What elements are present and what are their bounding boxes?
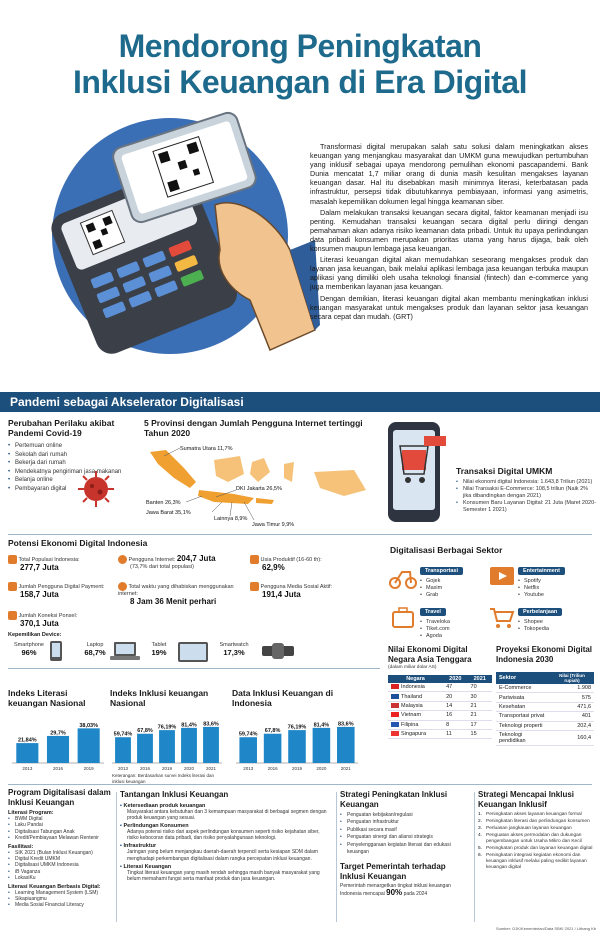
page-title — [0, 28, 600, 100]
tantangan-item: ▪ Literasi Keuangan Tingkat literasi keuangan yang masih rendah sehingga masih banyak masyarakat yang belum memahami fungsi serta manfaat produk dan jasa keuangan. — [120, 863, 320, 882]
divider — [8, 784, 592, 785]
person-icon — [250, 555, 259, 564]
divider — [336, 792, 337, 922]
list-item: • Shopee — [518, 619, 594, 626]
nilai-asean-section — [388, 645, 492, 739]
device-smartphone: Smartphone 96% — [14, 642, 44, 657]
table-row: Malaysia 14 21 — [388, 701, 492, 710]
map-region — [150, 450, 196, 488]
strategi-mencapai-list — [478, 812, 594, 871]
provinsi-section — [144, 418, 366, 438]
table-header: Sektor — [496, 672, 550, 684]
provinsi-title: 5 Provinsi dengan Jumlah Pengguna Internet tertinggi Tahun 2020 — [144, 418, 363, 438]
inklusi-note: Keterangan: Berdasarkan survei Indeks literasi dan inklusi keuangan — [112, 773, 215, 784]
table-row: Transportasi privat 401 — [496, 712, 594, 721]
virus-icon — [72, 468, 120, 510]
stat-koneksi: Jumlah Koneksi Ponsel: 370,1 Juta — [8, 611, 118, 629]
list-item: • Penguatan sinergi dan aliansi strategis — [340, 834, 470, 841]
intro-paragraph: Literasi keuangan digital akan memudahkan seseorang mengakses produk dan layanan jasa keuangan, baik melalui aplikasi lembaga jasa keuangan terbuka maupun aplikasi yang dimiliki oleh usaha teknologi finansial (fintech) dan e-commerce yang juga memberikan layanan jasa keuangan. — [310, 255, 588, 292]
chart-bar — [288, 730, 306, 763]
nilai-asean-table — [388, 675, 492, 739]
chart-bar — [78, 728, 100, 763]
strategi-mencapai-section — [478, 790, 594, 872]
title-line-1: Mendorong Peningkatan — [118, 28, 482, 64]
list-item: • Agoda — [420, 633, 484, 640]
device-smartwatch: Smartwatch 17,3% — [219, 642, 249, 657]
tantangan-item: ▪ Ketersediaan produk keuangan Masyarakat antara kebutuhan dan 3 kemampuan masyarakat di berbagai segmen dengan produk keuangan yang sesuai. — [120, 802, 327, 821]
list-item: Peningkatan literasi dan perlindungan konsumen — [486, 819, 590, 824]
list-item: Peningkatan integrasi kegiatan ekonomi dan keuangan inklusif melalui paling sedikit layanan keuangan digital — [486, 853, 587, 870]
stat-internet: Pengguna Internet: 204,7 Juta (73,7% dari total populasi) — [118, 555, 248, 571]
target-title: Target Pemerintah terhadap Inklusi Keuangan — [340, 862, 446, 881]
tantangan-item: ▪ Perlindungan Konsumen Adanya potensi risiko dari aspek perlindungan konsumen seperti risiko kejahatan siber, risiko kebocoran data pribadi, dan risiko penyalahgunaan teknologi. — [120, 822, 320, 842]
flag-icon — [391, 731, 399, 736]
chart-bar — [203, 727, 219, 763]
map-region — [250, 458, 270, 482]
suitcase-icon — [390, 606, 416, 630]
source-text: Sumber: OJK/Kementerian/Data SBKI 2021 / Litbang Kb — [495, 926, 596, 931]
table-header: 2021 — [468, 675, 492, 683]
chart-data-label: 21,84% — [18, 737, 37, 744]
device-tablet: Tablet 19% — [151, 642, 167, 657]
sektor-transportasi — [420, 559, 484, 599]
map-region — [314, 470, 366, 496]
list-item: • Netflix — [518, 585, 594, 592]
data-inklusi-chart — [232, 712, 362, 772]
table-row: Indonesia 47 70 — [388, 683, 492, 692]
chart-data-label: 83,6% — [203, 721, 219, 728]
chart-bar — [239, 737, 257, 763]
stat-usia: Usia Produktif (16-60 th): 62,9% — [250, 555, 370, 573]
stat-payment: Jumlah Pengguna Digital Payment: 158,7 Juta — [8, 582, 118, 600]
map-label: Sumatra Utara 11,7% — [180, 446, 233, 452]
table-row: Singapura 11 15 — [388, 729, 492, 738]
program-section — [8, 788, 114, 909]
laptop-icon — [108, 640, 142, 664]
list-item: • Gojek — [420, 578, 484, 585]
inklusi-title: Indeks Inklusi keuangan Nasional — [110, 688, 209, 708]
globe-icon — [118, 555, 127, 564]
chart-data-label: 76,19% — [157, 724, 177, 731]
list-item: • Sekolah dari rumah — [8, 451, 136, 460]
list-item: • SIK 2021 (Bulan Inklusi Keuangan) — [8, 850, 114, 856]
chart-data-label: 59,74% — [238, 731, 258, 738]
sektor-head: Perbelanjaan — [518, 608, 562, 616]
list-item: • Pembayaran digital — [8, 485, 136, 494]
payment-icon — [8, 582, 17, 591]
chart-bar — [115, 737, 131, 763]
chart-data-label: 29,7% — [50, 730, 66, 737]
divider — [8, 668, 380, 669]
strategi-peningkatan-title: Strategi Peningkatan Inklusi Keuangan — [340, 790, 448, 809]
list-item: Peningkatan produk dan layanan keuangan digital — [486, 846, 593, 851]
clock-icon — [118, 582, 127, 591]
list-item: • Learning Management System (LSM) — [8, 890, 114, 896]
sektor-list — [518, 578, 594, 599]
chart-tick-label: 2016 — [139, 766, 151, 771]
list-item: • Traveloka — [420, 619, 484, 626]
table-row: Vietnam 16 21 — [388, 711, 492, 720]
umkm-list — [456, 479, 596, 514]
umkm-section — [456, 466, 596, 514]
list-item: Penguatan akses permodalan dan dukungan pengembangan untuk Usaha Mikro dan Kecil — [486, 833, 582, 844]
data-inklusi-title: Data Inklusi Keuangan di Indonesia — [232, 688, 334, 708]
list-item: • Belanja online — [8, 476, 136, 485]
sektor-perbelanjaan — [518, 600, 594, 633]
flag-icon — [391, 694, 399, 699]
chart-data-label: 59,74% — [113, 731, 133, 738]
table-row: Thailand 20 30 — [388, 692, 492, 701]
list-item: • Laku Pandai — [8, 822, 114, 828]
nilai-asean-subtitle: (dalam miliar dolar AS) — [388, 665, 437, 670]
flag-icon — [391, 684, 399, 689]
chart-data-label: 81,4% — [181, 722, 197, 729]
table-row: Teknologi properti 202,4 — [496, 721, 594, 730]
literasi-title: Indeks Literasi keuangan Nasional — [8, 688, 86, 708]
list-item: • Pertemuan online — [8, 442, 136, 451]
sektor-title: Digitalisasi Berbagai Sektor — [390, 545, 503, 555]
list-item: • Grab — [420, 592, 484, 599]
map-label: Banten 26,3% — [146, 500, 181, 506]
payment-terminal-illustration — [40, 110, 320, 370]
list-item: • Kredit/Pembiayaan Melawan Rentenir — [8, 835, 114, 841]
cart-icon — [488, 606, 516, 630]
chart-bar — [16, 743, 38, 763]
program-list — [8, 816, 114, 842]
table-row: Filipina 8 17 — [388, 720, 492, 729]
list-item: • Penyelenggaraan kegiatan literasi dan edukasi keuangan — [340, 842, 470, 857]
potensi-title: Potensi Ekonomi Digital Indonesia — [8, 538, 148, 548]
chart-tick-label: 2019 — [161, 766, 173, 771]
stat-sosmed: Pengguna Media Sosial Aktif: 191,4 Juta — [250, 582, 370, 600]
map-label: DKI Jakarta 26,5% — [236, 486, 282, 492]
program-list — [8, 890, 114, 909]
chart-tick-label: 2016 — [52, 766, 64, 771]
sektor-entertainment — [518, 559, 594, 599]
strategi-peningkatan-list — [340, 812, 470, 856]
tantangan-section — [120, 790, 332, 882]
stat-populasi: Total Populasi Indonesia: 277,7 Juta — [8, 555, 118, 573]
list-item: • Konsumen Baru Layanan Digital: 21 Juta (Maret 2020-Semester 1 2021) — [456, 500, 596, 514]
chart-tick-label: 2013 — [117, 766, 129, 771]
title-line-2: Inklusi Keuangan di Era Digital — [73, 64, 527, 100]
literasi-chart — [8, 712, 108, 772]
scooter-icon — [388, 564, 418, 590]
sektor-head: Transportasi — [420, 567, 463, 575]
chart-data-label: 67,8% — [264, 728, 281, 735]
inklusi-chart — [108, 712, 226, 772]
proyeksi-table — [496, 672, 594, 746]
smartwatch-icon — [258, 640, 298, 662]
list-item: • Youtube — [518, 592, 594, 599]
tablet-icon — [176, 640, 210, 664]
shopping-phone-icon — [384, 416, 448, 526]
program-group-head: Fasilitasi: — [8, 843, 34, 850]
table-row: Kesehatan 471,6 — [496, 702, 594, 711]
divider — [8, 534, 592, 535]
sektor-head: Entertainment — [518, 567, 565, 575]
table-header: 2020 — [443, 675, 467, 683]
chart-bar — [181, 728, 197, 763]
list-item: Perluasan jangkauan layanan keuangan — [486, 826, 572, 831]
sektor-list — [518, 619, 594, 633]
list-item: • Bekerja dari rumah — [8, 459, 136, 468]
list-item: • Nilai ekonomi digital Indonesia: 1.643,8 Triliun (2021) — [456, 479, 596, 486]
chart-data-label: 83,6% — [337, 721, 354, 728]
chart-tick-label: 2013 — [22, 766, 33, 771]
chart-bar — [159, 730, 175, 763]
list-item: • Media Sosial Financial Literacy — [8, 902, 114, 908]
intro-text — [310, 142, 588, 323]
chart-bar — [47, 736, 69, 763]
list-item: • Digitalisasi UMKM Indonesia — [8, 862, 114, 868]
list-item: • Penguatan infrastruktur — [340, 819, 470, 826]
smartphone-icon — [46, 640, 66, 662]
list-item: • BWM Digital — [8, 816, 114, 822]
map-label: Jawa Timur 9,9% — [252, 522, 295, 528]
list-item: • Tokopedia — [518, 626, 594, 633]
list-item: • Maxim — [420, 585, 484, 592]
flag-icon — [391, 703, 399, 708]
map-region — [214, 456, 244, 482]
device-title: Kepemilikan Device: — [8, 632, 62, 638]
chart-bar — [264, 734, 282, 763]
flag-icon — [391, 722, 399, 727]
chart-data-label: 67,8% — [137, 728, 153, 735]
intro-paragraph: Transformasi digital merupakan salah satu solusi dalam meningkatkan akses keuangan yang menjangkau masyarakat dan UMKM guna mewujudkan pertumbuhan yang inklusif sebagai upaya mendorong pemulihan ekonomi pascapandemi. Bank Dunia mencatat 1,7 miliar orang di dunia masih kesulitan mengakses layanan keuangan dasar. Hal itu disebabkan masih minimnya literasi, keterbatasan pada infrastruktur, persepsi tidak dibutuhkannya pembiayaan, informasi yang asimetris, masalah kepemilikan dokumen legal hingga keamanan siber. — [310, 142, 588, 206]
list-item: • Sikapiuangmu — [8, 896, 114, 902]
chart-bar — [337, 727, 355, 763]
signal-icon — [8, 611, 17, 620]
sektor-list — [420, 578, 484, 599]
program-list — [8, 850, 114, 882]
chart-tick-label: 2016 — [267, 766, 278, 771]
device-laptop: Laptop 68,7% — [84, 642, 106, 657]
table-header: Negara — [388, 675, 443, 683]
list-item: • Nilai Transaksi E-Commerce: 108,5 triliun (Naik 2% jika dibandingkan dengan 2021) — [456, 486, 596, 500]
chart-tick-label: 2020 — [183, 766, 195, 771]
list-item: • Digital Kredit UMKM — [8, 856, 114, 862]
umkm-title: Transaksi Digital UMKM — [456, 466, 553, 476]
nilai-asean-title: Nilai Ekonomi Digital Negara Asia Tenggara — [388, 645, 472, 664]
program-title: Program Digitalisasi dalam Inklusi Keuangan — [8, 788, 111, 807]
chart-data-label: 76,19% — [287, 724, 307, 731]
chart-data-label: 81,4% — [313, 722, 330, 729]
table-row: Pariwisata 575 — [496, 693, 594, 702]
chart-bar — [137, 734, 153, 763]
video-icon — [488, 564, 516, 590]
chart-tick-label: 2021 — [205, 766, 217, 771]
table-header: Nilai (Triliun rupiah) — [550, 672, 594, 684]
chart-tick-label: 2019 — [83, 766, 94, 771]
divider — [474, 792, 475, 922]
chart-bar — [313, 728, 331, 763]
sektor-list — [420, 619, 484, 640]
map-label: Lainnya 8,9% — [214, 516, 248, 522]
chart-data-label: 38,03% — [79, 722, 98, 729]
list-item: • iB Vaganza — [8, 869, 114, 875]
map-region — [284, 462, 294, 482]
sektor-travel — [420, 600, 484, 640]
list-item: • Digitalisasi Tabungan Anak — [8, 829, 114, 835]
table-row: Teknologi pendidikan 160,4 — [496, 730, 594, 745]
chart-tick-label: 2013 — [243, 766, 254, 771]
tantangan-title: Tantangan Inklusi Keuangan — [120, 790, 229, 799]
flag-icon — [391, 712, 399, 717]
perilaku-title: Perubahan Perilaku akibat Pandemi Covid-19 — [8, 418, 115, 438]
chart-tick-label: 2021 — [340, 766, 351, 771]
list-item: • LokasiKu — [8, 875, 114, 881]
tantangan-item: ▪ Infrastruktur Jaringan yang belum menjangkau daerah-daerah terpencil serta kesiapan SDM dalam menghadapi perkembangan digitalisasi dalam rangka percepatan inklusi keuangan. — [120, 843, 318, 862]
section-band-title: Pandemi sebagai Akselerator Digitalisasi — [10, 395, 244, 409]
list-item: • Tiket.com — [420, 626, 484, 633]
indonesia-map — [144, 442, 374, 532]
list-item: • Spotify — [518, 578, 594, 585]
map-region — [198, 490, 254, 504]
map-label: Jawa Barat 35,1% — [146, 510, 191, 516]
social-icon — [250, 582, 259, 591]
intro-paragraph: Dalam melakukan transaksi keuangan secara digital, faktor keamanan menjadi isu penting. Kemudahan transaksi keuangan secara digital perlu diiringi dengan pemahaman akan adanya risiko keamanan data pribadi. Untuk itu upaya perlindungan data pribadi konsumen merupakan prioritas utama yang harus dijaga, baik oleh konsumen maupun lembaga jasa keuangan. — [310, 207, 588, 254]
map-region — [256, 498, 274, 504]
list-item: • Publikasi secara masif — [340, 827, 470, 834]
chart-tick-label: 2020 — [316, 766, 327, 771]
strategi-mencapai-title: Strategi Mencapai Inklusi Keuangan Inklusif — [478, 790, 575, 809]
list-item: • Mendekatnya pengiriman jasa makanan — [8, 468, 136, 477]
stat-waktu: Total waktu yang dihabiskan menggunakan internet: 8 Jam 36 Menit perhari — [118, 583, 234, 606]
target-text: Pemerintah menargetkan tingkat inklusi keuangan Indonesia mencapai 90% pada 2024 — [340, 883, 451, 897]
proyeksi-section — [496, 645, 594, 746]
list-item: • Penguatan kebijakan/regulasi — [340, 812, 470, 819]
sektor-head: Travel — [420, 608, 446, 616]
strategi-peningkatan-section — [340, 790, 470, 897]
table-row: E-Commerce 1.908 — [496, 684, 594, 693]
proyeksi-title: Proyeksi Ekonomi Digital Indonesia 2030 — [496, 645, 593, 664]
program-group-head: Literasi Program: — [8, 810, 54, 816]
intro-paragraph: Dengan demikian, literasi keuangan digital akan membantu meningkatkan inklusi keuangan masyarakat untuk mengakses produk dan layanan sektor jasa keuangan secara cepat dan mudah. (GRT) — [310, 293, 588, 321]
list-item: Peningkatan akses layanan keuangan formal — [486, 812, 582, 817]
people-icon — [8, 555, 17, 564]
program-group-head: Literasi Keuangan Berbasis Digital: — [8, 883, 101, 890]
divider — [116, 792, 117, 922]
chart-tick-label: 2019 — [291, 766, 303, 771]
